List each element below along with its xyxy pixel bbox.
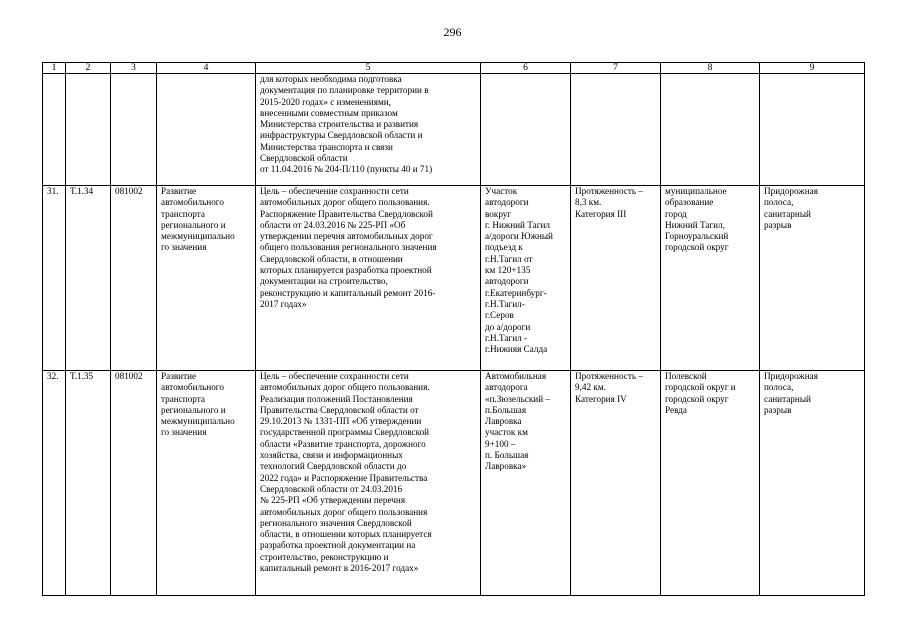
table-row-32 bbox=[43, 371, 865, 596]
purpose-cell: Развитие автомобильного транспорта регионального и межмуниципально го значения bbox=[157, 371, 256, 596]
classifier-cell: 081002 bbox=[111, 186, 157, 371]
characteristics-cell bbox=[571, 74, 661, 186]
column-header: 2 bbox=[66, 63, 111, 74]
code-cell bbox=[66, 74, 111, 186]
table-header-row bbox=[43, 63, 865, 74]
zone-cell: Придорожная полоса, санитарный разрыв bbox=[760, 371, 865, 596]
row-number-cell: 32. bbox=[43, 371, 66, 596]
characteristics-cell: Протяженность – 8,3 км. Категория III bbox=[571, 186, 661, 371]
column-header: 3 bbox=[111, 63, 157, 74]
classifier-cell bbox=[111, 74, 157, 186]
row-number-cell bbox=[43, 74, 66, 186]
table-row-continuation bbox=[43, 74, 865, 186]
location-cell: Полевской городской округ и городской округ Ревда bbox=[661, 371, 760, 596]
column-header: 8 bbox=[661, 63, 760, 74]
row-number-cell: 31. bbox=[43, 186, 66, 371]
column-header: 4 bbox=[157, 63, 256, 74]
description-cell: для которых необходима подготовка документация по планировке территории в 2015-2020 годах» с изменениями, внесенными совместным приказом Министерства строительства и развития инфраструктуры Свердловской области и Министерства транспорта и связи Свердловской области от 11.04.2016 № 204-П/110 (пункты 40 и 71) bbox=[256, 74, 481, 186]
code-cell: Т.1.35 bbox=[66, 371, 111, 596]
column-header: 1 bbox=[43, 63, 66, 74]
column-header: 6 bbox=[481, 63, 571, 74]
object-cell: Автомобильная автодорога «п.Зюзельский – п.Большая Лавровка участок км 9+100 – п. Большая Лавровка» bbox=[481, 371, 571, 596]
purpose-cell bbox=[157, 74, 256, 186]
location-cell: муниципальное образование город Нижний Тагил, Горноуральский городской округ bbox=[661, 186, 760, 371]
zone-cell: Придорожная полоса, санитарный разрыв bbox=[760, 186, 865, 371]
object-cell: Участок автодороги вокруг г. Нижний Тагил а/дороги Южный подъезд к г.Н.Тагил от км 120+135 автодороги г.Екатеринбург- г.Н.Тагил- г.Серов до а/дороги г.Н.Тагил - г.Нижняя Салда bbox=[481, 186, 571, 371]
zone-cell bbox=[760, 74, 865, 186]
description-cell: Цель – обеспечение сохранности сети автомобильных дорог общего пользования. Реализация положений Постановления Правительства Свердловской области от 29.10.2013 № 1331-ПП «Об утверждении государственной программы Свердловской области «Развитие транспорта, дорожного хозяйства, связи и информационных технологий Свердловской области до 2022 года» и Распоряжение Правительства Свердловской области от 24.03.2016 № 225-РП «Об утверждении перечня автомобильных дорог общего пользования регионального значения Свердловской области, в отношении которых планируется разработка проектной документации на строительство, реконструкцию и капитальный ремонт в 2016-2017 годах» bbox=[256, 371, 481, 596]
document-table bbox=[42, 62, 865, 596]
table-row-31 bbox=[43, 186, 865, 371]
object-cell bbox=[481, 74, 571, 186]
classifier-cell: 081002 bbox=[111, 371, 157, 596]
purpose-cell: Развитие автомобильного транспорта регионального и межмуниципально го значения bbox=[157, 186, 256, 371]
characteristics-cell: Протяженность – 9,42 км. Категория IV bbox=[571, 371, 661, 596]
column-header: 7 bbox=[571, 63, 661, 74]
code-cell: Т.1.34 bbox=[66, 186, 111, 371]
page-number: 296 bbox=[443, 25, 462, 39]
column-header: 5 bbox=[256, 63, 481, 74]
column-header: 9 bbox=[760, 63, 865, 74]
description-cell: Цель – обеспечение сохранности сети автомобильных дорог общего пользования. Распоряжение Правительства Свердловской области от 24.03.2016 № 225-РП «Об утверждении перечня автомобильных дорог общего пользования регионального значения Свердловской области, в отношении которых планируется разработка проектной документации на строительство, реконструкцию и капитальный ремонт 2016- 2017 годах» bbox=[256, 186, 481, 371]
location-cell bbox=[661, 74, 760, 186]
